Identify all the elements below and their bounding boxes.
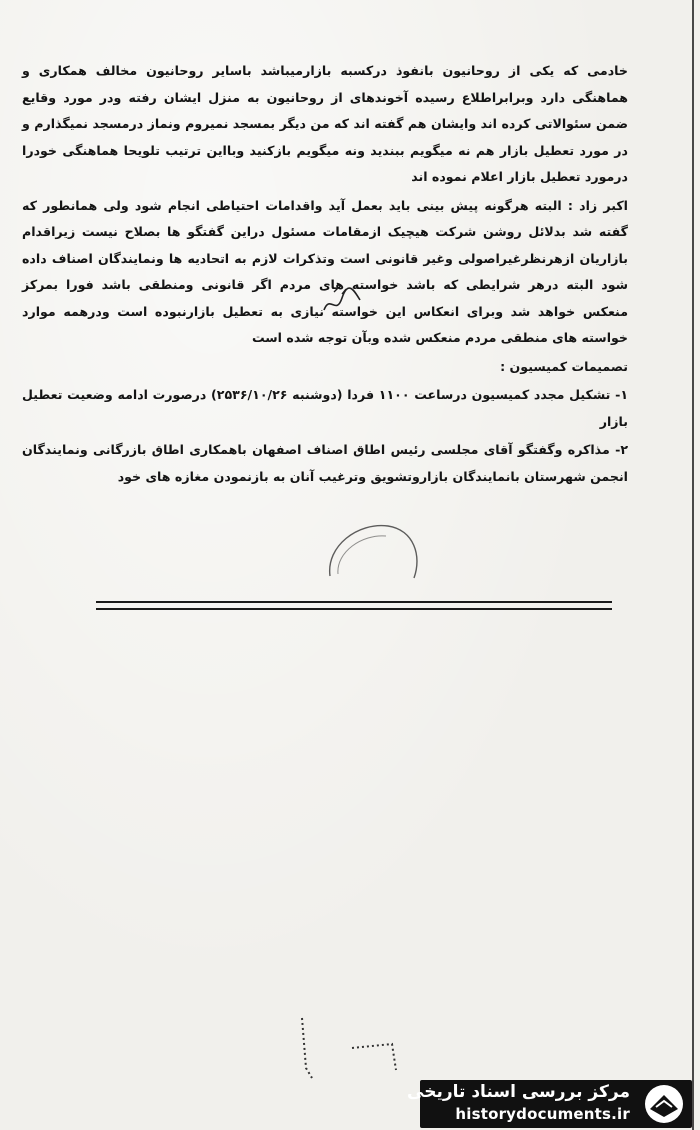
- watermark-url: historydocuments.ir: [455, 1105, 630, 1123]
- handwritten-annotation-icon: [320, 286, 364, 320]
- archive-emblem-icon: [642, 1083, 686, 1125]
- dotted-pencil-mark-icon: [292, 1008, 412, 1088]
- decision-item-1: ۱- تشکیل مجدد کمیسیون درساعت ۱۱۰۰ فردا (دوشنبه ۲۵۳۶/۱۰/۲۶) درصورت ادامه وضعیت تعطیل بازار: [22, 387, 629, 429]
- double-underline: [96, 601, 612, 613]
- watermark-name: مرکز بررسی اسناد تاریخی: [407, 1082, 630, 1102]
- document-body: [22, 58, 628, 490]
- underline-bottom: [96, 608, 612, 610]
- underline-top: [96, 601, 612, 603]
- decisions-heading: تصمیمات کمیسیون :: [500, 358, 628, 374]
- paragraph-akbarzad: اکبر زاد : البته هرگونه پیش بینی باید بعمل آید واقدامات احتیاطی انجام شود ولی همانطور که گفته شد بدلائل روشن شرکت هیچیک ازمقامات مسئول دراین گفتگو ها بصلاح نیست زیراقدام بازاریان ازهرنظرغیراصولی وغیر قانونی است وتذکرات لازم به اتحادیه ها ونمایندگان اصناف داده شود البته درهر شرایطی که باشد خواسته های مردم اگر قانونی ومنطقی باشد فورا بمرکز منعکس خواهد شد وبرای انعکاس این خواسته نیازی به تعطیل بازارنبوده است ودرهمه موارد خواسته های منطقی مردم منعکس شده وبآن توجه شده است: [22, 197, 628, 345]
- archive-watermark: [407, 1080, 692, 1128]
- page-edge-shadow: [692, 0, 694, 1130]
- decision-item-2: ۲- مذاکره وگفتگو آقای مجلسی رئیس اطاق اصناف اصفهان باهمکاری اطاق بازرگانی ونمایندگان انجمن شهرستان بانمایندگان بازاروتشویق وترغیب آنان به بازنمودن مغازه های خود: [22, 442, 628, 484]
- paragraph-report: خادمی که یکی از روحانیون بانفوذ درکسبه بازارمیباشد باسایر روحانیون مخالف همکاری و هماهنگی دارد وبرابراطلاع رسیده آخوندهای از روحانیون به منزل ایشان رفته ودر مورد وقایع ضمن سئوالاتی کرده اند وایشان هم گفته اند که من دیگر بمسجد نمیروم ونماز درمسجد نمیگذارم و در مورد تعطیل بازار هم نه میگویم ببندید ونه میگویم بازکنید وبااین ترتیب تلویحا هماهنگی خودرا درمورد تعطیل بازار اعلام نموده اند: [22, 63, 628, 184]
